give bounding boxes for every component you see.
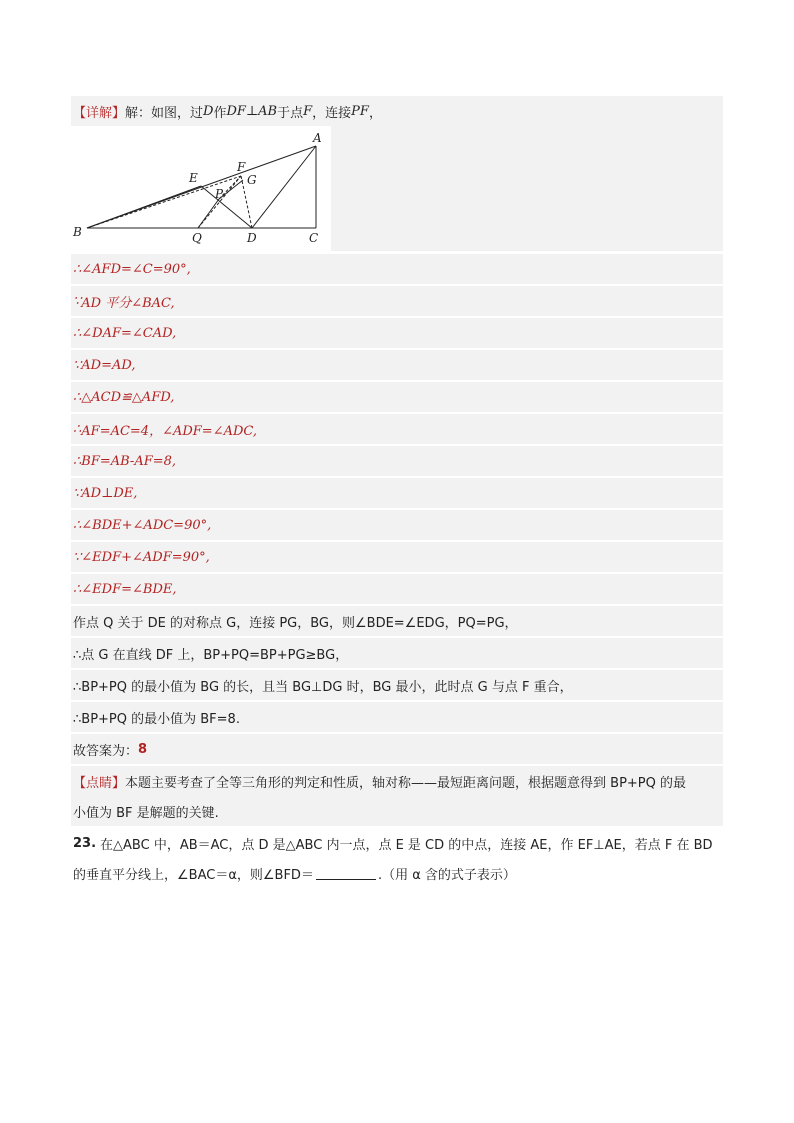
label-c: C (309, 231, 319, 245)
header-point-f: F (303, 103, 313, 119)
header-text-5: ， (368, 105, 382, 121)
label-p: P (215, 187, 224, 201)
label-e: E (189, 171, 198, 185)
step-1 (71, 254, 723, 284)
step-5 (71, 382, 723, 412)
comment-tag: 【点睛】 (73, 775, 126, 791)
label-d: D (247, 231, 257, 245)
step-5-prefix: ∴ (73, 389, 82, 405)
answer-label: 故答案为： (73, 743, 139, 759)
figure-area (71, 126, 723, 251)
step-3-body: ∠DAF=∠CAD, (81, 325, 177, 341)
step-1-body: ∠AFD=∠C=90°, (81, 261, 191, 277)
label-g: G (247, 173, 257, 187)
step-4-body: AD=AD, (81, 357, 136, 373)
comment-line-1 (71, 766, 723, 796)
question-line-2 (73, 858, 516, 888)
question-text-2a: 的垂直平分线上，∠BAC＝α，则∠BFD＝ (73, 867, 314, 883)
step-6 (71, 414, 723, 444)
question-number: 23. (73, 835, 97, 851)
step-8-body: AD⊥DE, (81, 485, 138, 501)
step-5-body: △ACD≌△AFD, (81, 389, 175, 405)
answer-line (71, 734, 723, 764)
step-9-body: ∠BDE+∠ADC=90°, (81, 517, 212, 533)
reasoning-line-1 (71, 606, 723, 636)
geometry-figure (71, 126, 331, 251)
step-11 (71, 574, 723, 604)
step-7-body: BF=AB-AF=8, (81, 453, 177, 469)
step-7 (71, 446, 723, 476)
comment-line-2 (71, 796, 723, 826)
step-9-prefix: ∴ (73, 517, 82, 533)
step-8-prefix: ∵ (73, 485, 82, 501)
step-11-body: ∠EDF=∠BDE, (81, 581, 177, 597)
step-4-prefix: ∵ (73, 357, 82, 373)
step-7-prefix: ∴ (73, 453, 82, 469)
reasoning-line-3 (71, 670, 723, 700)
answer-blank[interactable] (316, 867, 376, 880)
solution-tag: 【详解】 (73, 105, 126, 121)
reasoning-line-4-text: ∴BP+PQ 的最小值为 BF=8. (73, 711, 240, 727)
header-text-2: 作 (213, 105, 227, 121)
label-q: Q (192, 231, 202, 245)
header-df-ab: DF⊥AB (226, 103, 278, 119)
label-f: F (237, 160, 246, 174)
step-3-prefix: ∴ (73, 325, 82, 341)
step-9 (71, 510, 723, 540)
solution-header (71, 96, 723, 126)
answer-value: 8 (138, 741, 148, 757)
comment-text-2: 小值为 BF 是解题的关键. (73, 805, 219, 821)
label-b: B (73, 225, 82, 239)
step-2 (71, 286, 723, 316)
step-3 (71, 318, 723, 348)
header-text-3: 于点 (277, 105, 304, 121)
step-4 (71, 350, 723, 380)
step-2-body: AD 平分∠BAC, (81, 295, 175, 311)
header-text-4: ，连接 (312, 105, 352, 121)
step-11-prefix: ∴ (73, 581, 82, 597)
reasoning-line-4 (71, 702, 723, 732)
step-2-prefix: ∵ (73, 293, 82, 309)
question-text-1: 在△ABC 中，AB＝AC，点 D 是△ABC 内一点，点 E 是 CD 的中点，连接 AE，作 EF⊥AE，若点 F 在 BD (100, 837, 713, 853)
step-10 (71, 542, 723, 572)
step-10-prefix: ∵ (73, 549, 82, 565)
step-6-prefix: ∴ (73, 421, 82, 437)
reasoning-line-2 (71, 638, 723, 668)
label-a: A (313, 131, 322, 145)
header-point-d: D (203, 103, 214, 119)
header-pf: PF (351, 103, 369, 119)
header-text-1: 解：如图，过 (125, 105, 204, 121)
step-6-body: AF=AC=4，∠ADF=∠ADC, (81, 423, 258, 439)
step-10-body: ∠EDF+∠ADF=90°, (81, 549, 210, 565)
reasoning-line-1-text: 作点 Q 关于 DE 的对称点 G，连接 PG，BG，则∠BDE=∠EDG，PQ=PG， (73, 615, 518, 631)
step-1-prefix: ∴ (73, 261, 82, 277)
question-text-2b: .（用 α 含的式子表示） (377, 867, 516, 883)
question-line-1 (73, 828, 713, 858)
step-8 (71, 478, 723, 508)
comment-text-1: 本题主要考查了全等三角形的判定和性质，轴对称——最短距离问题，根据题意得到 BP+PQ 的最 (125, 775, 687, 791)
reasoning-line-3-text: ∴BP+PQ 的最小值为 BG 的长，且当 BG⊥DG 时，BG 最小，此时点 G 与点 F 重合， (73, 679, 573, 695)
reasoning-line-2-text: ∴点 G 在直线 DF 上，BP+PQ=BP+PG≥BG， (73, 647, 349, 663)
